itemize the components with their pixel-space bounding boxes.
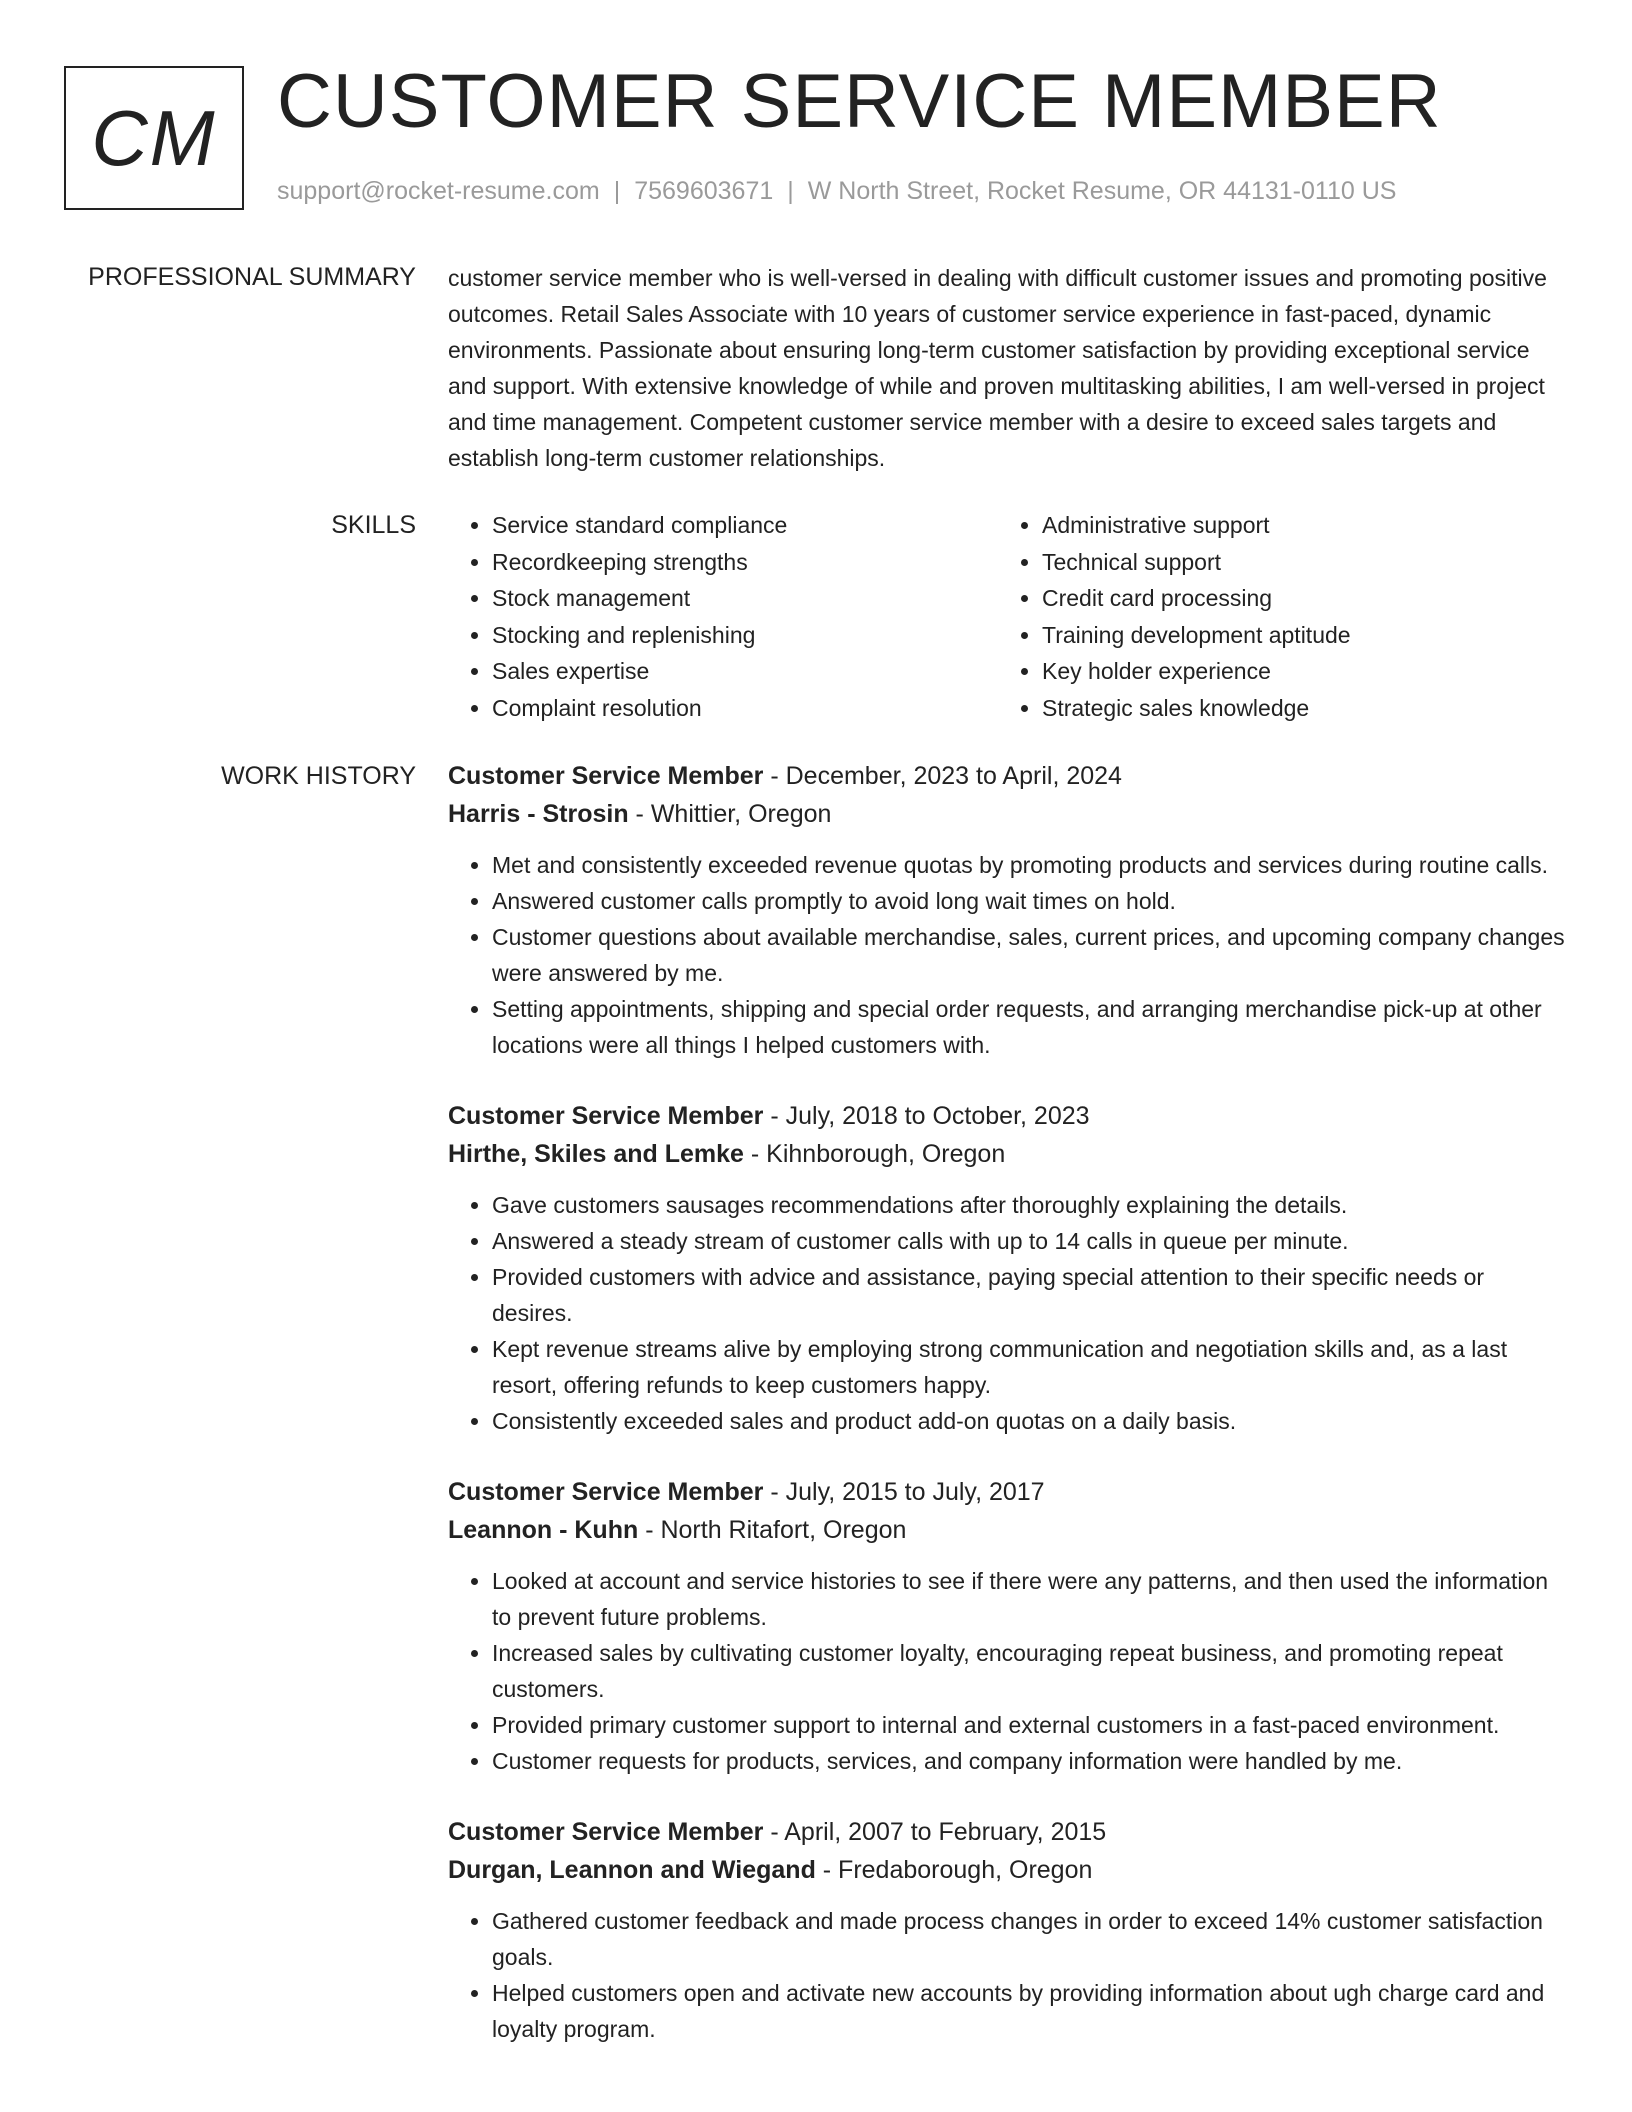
section-label-work-history: WORK HISTORY (221, 762, 416, 790)
job-bullet: • Increased sales by cultivating customer loyalty, encouraging repeat business, and promoting repeat customers. (492, 1635, 1568, 1707)
contact-email: support@rocket-resume.com (277, 177, 600, 205)
skill-item: • Recordkeeping strengths (492, 544, 998, 581)
skill-item: • Key holder experience (1042, 653, 1351, 690)
section-label-summary: PROFESSIONAL SUMMARY (88, 263, 416, 291)
job-bullet: • Customer questions about available merchandise, sales, current prices, and upcoming company changes were answered by me. (492, 919, 1568, 991)
job-location: - Kihnborough, Oregon (743, 1140, 1006, 1168)
contact-line (277, 174, 1396, 208)
skill-item: • Training development aptitude (1042, 617, 1351, 654)
skill-item: • Strategic sales knowledge (1042, 690, 1351, 727)
job-bullet: • Looked at account and service histories to see if there were any patterns, and then used the information to prevent future problems. (492, 1563, 1568, 1635)
job-bullet: • Provided primary customer support to internal and external customers in a fast-paced environment. (492, 1707, 1568, 1743)
skill-item: • Credit card processing (1042, 580, 1351, 617)
job-title-line (448, 1097, 1568, 1135)
skill-item: • Technical support (1042, 544, 1351, 581)
job-company: Leannon - Kuhn (448, 1516, 639, 1544)
job-company: Harris - Strosin (448, 800, 629, 828)
job-entry (448, 1473, 1568, 1779)
job-bullet: • Kept revenue streams alive by employing strong communication and negotiation skills and, as a last resort, offering refunds to keep customers happy. (492, 1331, 1568, 1403)
job-company: Durgan, Leannon and Wiegand (448, 1856, 816, 1884)
job-bullet: • Gathered customer feedback and made process changes in order to exceed 14% customer satisfaction goals. (492, 1903, 1568, 1975)
job-company-line (448, 795, 1568, 833)
skills-section (448, 507, 1568, 726)
summary-section (448, 260, 1568, 476)
job-location: - Fredaborough, Oregon (815, 1856, 1093, 1884)
contact-separator: | (787, 177, 794, 205)
job-dates: - December, 2023 to April, 2024 (763, 762, 1122, 790)
job-bullets (448, 1903, 1568, 2047)
skill-item: • Stock management (492, 580, 998, 617)
skill-item: • Sales expertise (492, 653, 998, 690)
job-bullet: • Answered a steady stream of customer calls with up to 14 calls in queue per minute. (492, 1223, 1568, 1259)
job-location: - Whittier, Oregon (628, 800, 832, 828)
contact-address: W North Street, Rocket Resume, OR 44131-0110 US (807, 177, 1397, 205)
job-bullet: • Answered customer calls promptly to avoid long wait times on hold. (492, 883, 1568, 919)
job-company: Hirthe, Skiles and Lemke (448, 1140, 744, 1168)
section-label-skills: SKILLS (331, 511, 416, 539)
job-dates: - April, 2007 to February, 2015 (763, 1818, 1107, 1846)
summary-text: customer service member who is well-versed in dealing with difficult customer issues and promoting positive outcomes. Retail Sales Associate with 10 years of customer service experience in fast-paced, dynamic environments. Passionate about ensuring long-term customer satisfaction by providing exceptional service and support. With extensive knowledge of while and proven multitasking abilities, I am well-versed in project and time management. Competent customer service member with a desire to exceed sales targets and establish long-term customer relationships. (448, 265, 1547, 471)
monogram-box (64, 66, 244, 210)
job-location: - North Ritafort, Oregon (638, 1516, 907, 1544)
job-bullets (448, 1563, 1568, 1779)
job-title: Customer Service Member (448, 1818, 764, 1846)
resume-name-title: CUSTOMER SERVICE MEMBER (277, 59, 1442, 144)
monogram-initials: CM (91, 93, 217, 182)
job-title: Customer Service Member (448, 762, 764, 790)
job-entry (448, 757, 1568, 1063)
job-bullet: • Customer requests for products, services, and company information were handled by me. (492, 1743, 1568, 1779)
job-bullet: • Helped customers open and activate new accounts by providing information about ugh charge card and loyalty program. (492, 1975, 1568, 2047)
skill-item: • Stocking and replenishing (492, 617, 998, 654)
job-entry (448, 1097, 1568, 1439)
skill-item: • Complaint resolution (492, 690, 998, 727)
job-title-line (448, 1813, 1568, 1851)
job-bullets (448, 847, 1568, 1063)
skill-item: • Service standard compliance (492, 507, 998, 544)
job-entry (448, 1813, 1568, 2047)
job-title: Customer Service Member (448, 1102, 764, 1130)
work-history-section (448, 757, 1568, 2081)
job-bullets (448, 1187, 1568, 1439)
job-company-line (448, 1851, 1568, 1889)
skills-list-right (998, 507, 1351, 726)
job-company-line (448, 1511, 1568, 1549)
job-company-line (448, 1135, 1568, 1173)
job-dates: - July, 2015 to July, 2017 (763, 1478, 1045, 1506)
job-bullet: • Setting appointments, shipping and special order requests, and arranging merchandise pick-up at other locations were all things I helped customers with. (492, 991, 1568, 1063)
job-bullet: • Consistently exceeded sales and product add-on quotas on a daily basis. (492, 1403, 1568, 1439)
job-title: Customer Service Member (448, 1478, 764, 1506)
job-title-line (448, 1473, 1568, 1511)
contact-phone: 7569603671 (634, 177, 774, 205)
job-bullet: • Gave customers sausages recommendations after thoroughly explaining the details. (492, 1187, 1568, 1223)
skills-list-left (448, 507, 998, 726)
job-title-line (448, 757, 1568, 795)
contact-separator: | (613, 177, 621, 205)
skill-item: • Administrative support (1042, 507, 1351, 544)
job-bullet: • Met and consistently exceeded revenue quotas by promoting products and services during routine calls. (492, 847, 1568, 883)
job-dates: - July, 2018 to October, 2023 (763, 1102, 1090, 1130)
job-bullet: • Provided customers with advice and assistance, paying special attention to their specific needs or desires. (492, 1259, 1568, 1331)
